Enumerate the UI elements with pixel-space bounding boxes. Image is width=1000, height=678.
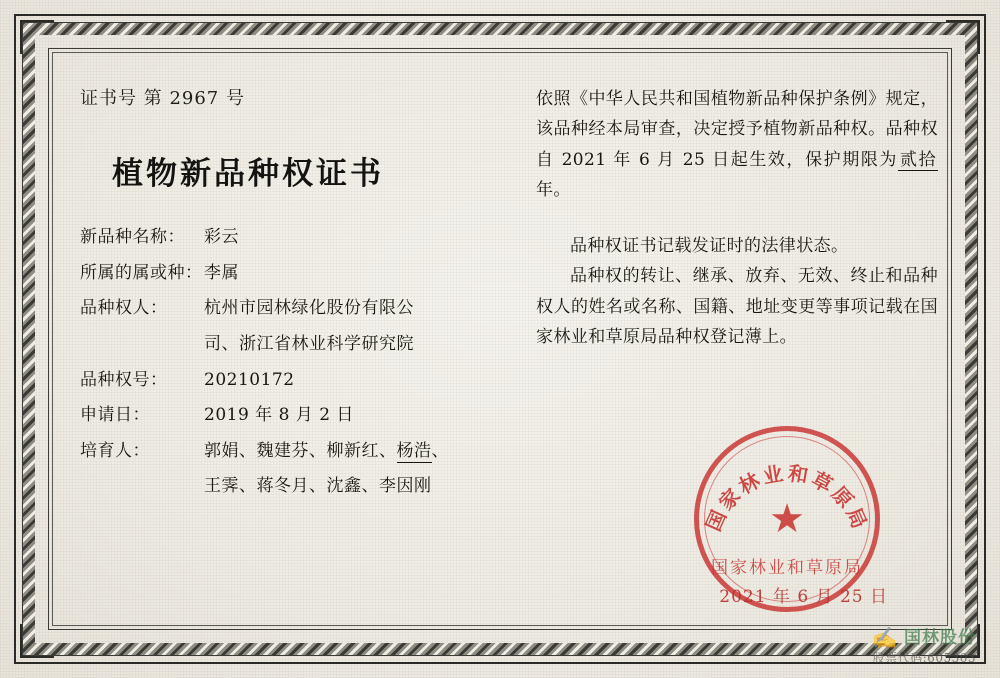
page-title: 植物新品种权证书 xyxy=(112,156,384,192)
legal-paragraph-1-before: 依照《中华人民共和国植物新品种保护条例》规定，该品种经本局审查，决定授予植物新品种权。品种权自 2021 年 6 月 25 日起生效，保护期限为 xyxy=(536,89,938,170)
certificate-content xyxy=(60,62,940,620)
field-label: 培育人： xyxy=(80,440,150,461)
field-row-genus-or-species xyxy=(80,261,520,286)
seal-issue-date: 2021 年 6 月 25 日 xyxy=(719,587,888,607)
field-list xyxy=(80,225,520,510)
field-value: 彩云 xyxy=(204,227,239,247)
breeders-part-3: 、 xyxy=(431,440,449,461)
legal-paragraph-1 xyxy=(536,84,938,205)
field-label: 品种权人： xyxy=(80,298,168,319)
legal-paragraph-1-after: 年。 xyxy=(536,179,571,200)
field-value: 司、浙江省林业科学研究院 xyxy=(204,333,414,354)
field-row-breeders-continued xyxy=(80,474,520,499)
field-row-rights-number xyxy=(80,368,520,393)
protection-term-value: 贰拾 xyxy=(900,149,936,170)
breeders-part-underlined: 杨浩 xyxy=(396,440,432,461)
seal-star-icon: ★ xyxy=(769,496,805,542)
legal-paragraph-3: 品种权的转让、继承、放弃、无效、终止和品种权人的姓名或名称、国籍、地址变更等事项记载在国家林业和草原局品种权登记薄上。 xyxy=(536,266,938,347)
field-value xyxy=(204,439,520,464)
serial-value: 第 2967 号 xyxy=(143,88,245,109)
watermark xyxy=(871,625,976,666)
serial-label: 证书号 xyxy=(80,88,137,109)
field-value: 2019 年 8 月 2 日 xyxy=(204,405,354,426)
seal-bottom-text: 国家林业和草原局 xyxy=(711,558,863,578)
field-row-rights-holder-continued xyxy=(80,332,520,357)
certificate-serial-number xyxy=(80,84,245,110)
bird-logo-icon: ✍ xyxy=(871,625,898,650)
field-row-breeders xyxy=(80,439,520,464)
field-label: 申请日： xyxy=(80,405,150,426)
field-label: 品种权号： xyxy=(80,369,168,390)
legal-paragraph-2: 品种权证书记载发证时的法律状态。 xyxy=(570,236,849,256)
paragraph-spacer xyxy=(536,205,938,231)
watermark-stock-code: 股票代码:605303 xyxy=(872,651,976,665)
breeders-part-1: 郭娟、魏建芬、柳新红、 xyxy=(204,440,397,461)
legal-text-column xyxy=(536,84,938,352)
svg-text:国家林业和草原局: 国家林业和草原局 xyxy=(701,460,873,535)
field-row-rights-holder xyxy=(80,296,520,321)
seal-inner-ring xyxy=(704,436,870,602)
field-label: 新品种名称： xyxy=(80,227,185,247)
field-row-variety-name xyxy=(80,225,520,250)
field-value: 20210172 xyxy=(204,369,295,390)
field-value: 李属 xyxy=(204,262,239,283)
watermark-row xyxy=(871,625,976,650)
field-value: 杭州市园林绿化股份有限公 xyxy=(204,298,414,319)
field-label: 所属的属或种： xyxy=(80,262,203,283)
field-row-application-date xyxy=(80,403,520,428)
field-value: 王霁、蒋冬月、沈鑫、李因刚 xyxy=(204,476,432,497)
watermark-title: 国林股份 xyxy=(904,627,976,648)
